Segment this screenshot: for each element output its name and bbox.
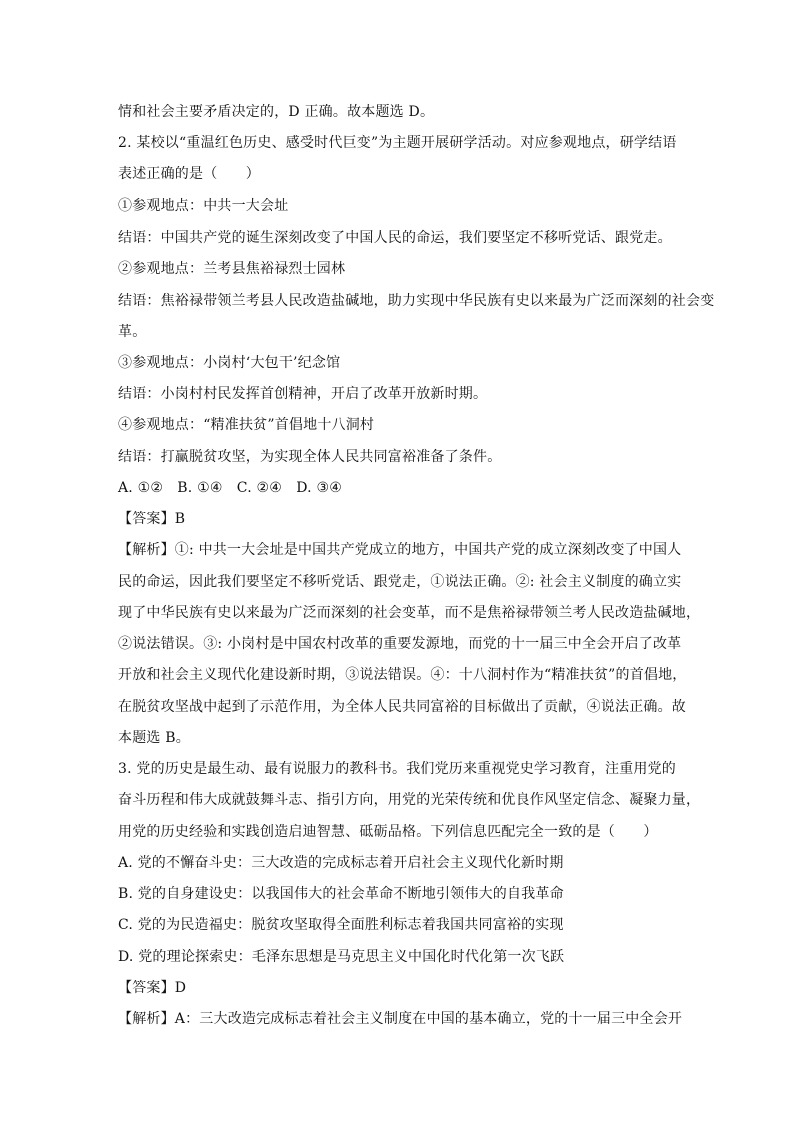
question-3-option-a: A. 党的不懈奋斗史：三大改造的完成标志着开启社会主义现代化新时期: [118, 855, 564, 871]
question-2-analysis: 【解析】①: 中共一大会址是中国共产党成立的地方，中国共产党的成立深刻改变了中国人: [118, 542, 682, 558]
question-3-option-c: C. 党的为民造福史：脱贫攻坚取得全面胜利标志着我国共同富裕的实现: [118, 917, 564, 933]
item-2-conclusion-cont: 革。: [118, 324, 147, 340]
question-2-stem: 2. 某校以“重温红色历史、感受时代巨变”为主题开展研学活动。对应参观地点，研学结语: [118, 135, 677, 151]
item-2-conclusion: 结语：焦裕禄带领兰考县人民改造盐碱地，助力实现中华民族有史以来最为广泛而深刻的社会变: [118, 293, 715, 309]
question-3-option-d: D. 党的理论探索史：毛泽东思想是马克思主义中国化时代化第一次飞跃: [118, 949, 565, 965]
item-1-conclusion: 结语：中国共产党的诞生深刻改变了中国人民的命运，我们要坚定不移听党话、跟党走。: [118, 230, 672, 246]
item-2-location: ②参观地点：兰考县焦裕禄烈士园林: [118, 261, 346, 277]
question-3-stem-cont: 奋斗历程和伟大成就鼓舞斗志、指引方向，用党的光荣传统和优良作风坚定信念、凝聚力量，: [118, 792, 701, 808]
question-3-answer: 【答案】D: [118, 980, 187, 996]
question-2-analysis-end: 本题选 B。: [118, 730, 190, 746]
question-2-analysis-cont: 现了中华民族有史以来最为广泛而深刻的社会变革，而不是焦裕禄带领兰考人民改造盐碱地，: [118, 605, 701, 621]
question-2-answer: 【答案】B: [118, 511, 186, 527]
question-2-analysis-cont: 在脱贫攻坚战中起到了示范作用，为全体人民共同富裕的目标做出了贡献，④说法正确。故: [118, 699, 686, 715]
item-4-conclusion: 结语：打赢脱贫攻坚，为实现全体人民共同富裕准备了条件。: [118, 449, 502, 465]
question-2-stem-cont: 表述正确的是（ ）: [118, 166, 260, 182]
item-1-location: ①参观地点：中共一大会址: [118, 198, 289, 214]
item-3-conclusion: 结语：小岗村村民发挥首创精神，开启了改革开放新时期。: [118, 386, 488, 402]
question-2-options: A. ①② B. ①④ C. ②④ D. ③④: [118, 480, 342, 496]
item-3-location: ③参观地点：小岗村‘大包干’纪念馆: [118, 355, 341, 371]
question-2-analysis-cont: ②说法错误。③: 小岗村是中国农村改革的重要发源地，而党的十一届三中全会开启了改革: [118, 636, 682, 652]
question-3-option-b: B. 党的自身建设史：以我国伟大的社会革命不断地引领伟大的自我革命: [118, 886, 564, 902]
question-2-analysis-cont: 开放和社会主义现代化建设新时期，③说法错误。④：十八洞村作为“精准扶贫”的首倡地，: [118, 667, 687, 683]
question-3-analysis: 【解析】A：三大改造完成标志着社会主义制度在中国的基本确立，党的十一届三中全会开: [118, 1011, 683, 1027]
question-3-stem: 3. 党的历史是最生动、最有说服力的教科书。我们党历来重视党史学习教育，注重用党的: [118, 761, 677, 777]
question-3-stem-cont: 用党的历史经验和实践创造启迪智慧、砥砺品格。下列信息匹配完全一致的是（ ）: [118, 824, 658, 840]
item-4-location: ④参观地点：“精准扶贫”首倡地十八洞村: [118, 417, 375, 433]
question-2-analysis-cont: 民的命运，因此我们要坚定不移听党话、跟党走，①说法正确。②: 社会主义制度的确立实: [118, 574, 682, 590]
text-line: 情和社会主要矛盾决定的，D 正确。故本题选 D。: [118, 104, 435, 120]
